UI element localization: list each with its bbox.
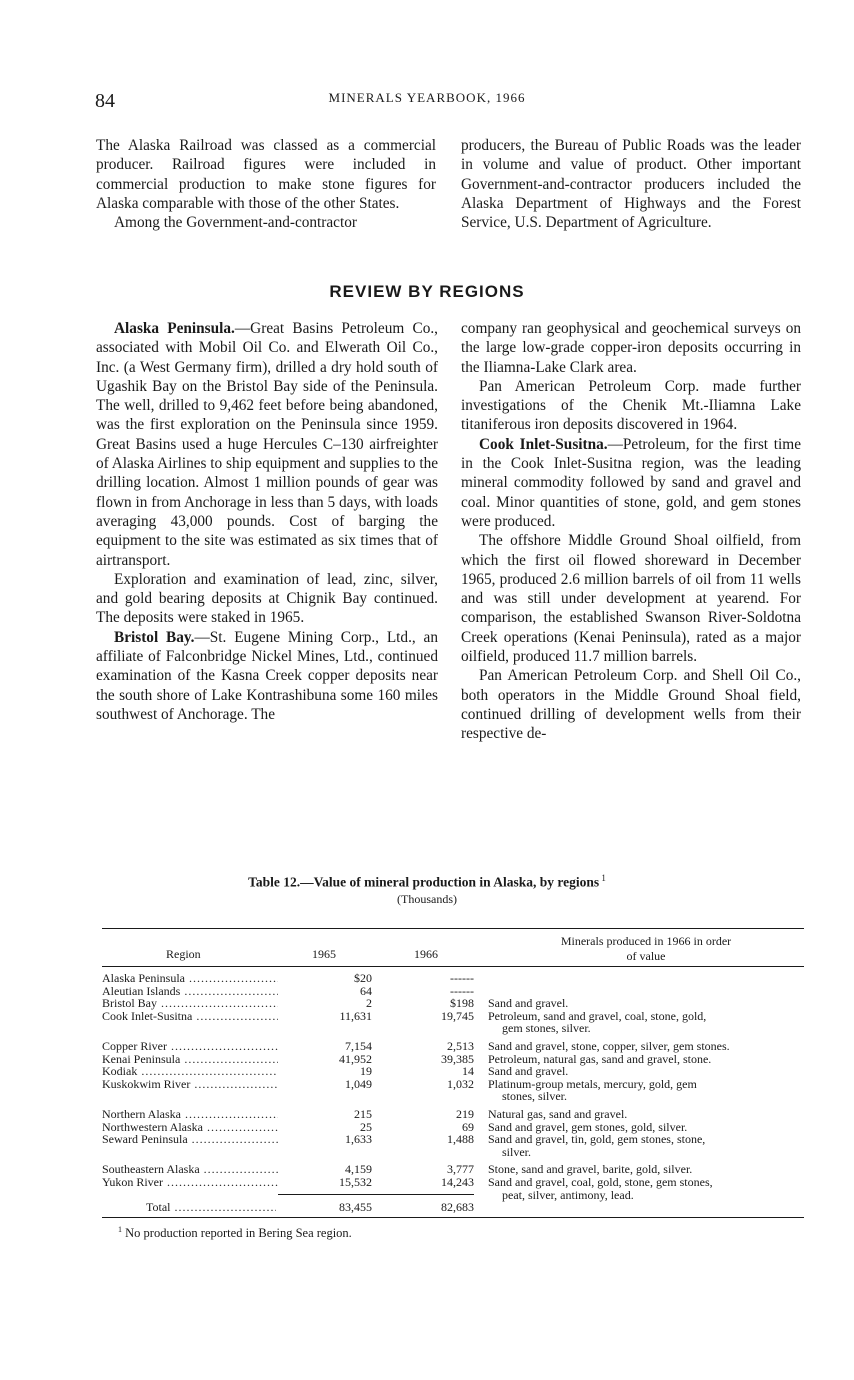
region-cell: Kenai Peninsula ..... — [102, 1053, 278, 1066]
cook-inlet-text: —Petroleum, for the first time in the Cook Inlet-Susitna region, was the leading mineral commodity followed by sand and gravel and coal. Minor quantities of stone, gold, and gem stones were produced. — [461, 435, 801, 530]
region-cell: Yukon River ..... — [102, 1176, 278, 1189]
region-cell: Copper River ..... — [102, 1040, 278, 1053]
region-cell: Seward Peninsula ..... — [102, 1133, 278, 1146]
bristol-bay-text: —St. Eugene Mining Corp., Ltd., an affiliate of Falconbridge Nickel Mines, Ltd., continued examination of the Kasna Creek copper deposits near the south shore of Lake Kontrashibuna some 160 miles southwest of Anchorage. The — [96, 628, 438, 723]
table-subtitle: (Thousands) — [397, 892, 457, 906]
value-1966-cell: 14,243 — [441, 1174, 474, 1189]
minerals-text: Sand and gravel, tin, gold, gem stones, stone, — [488, 1132, 706, 1147]
cook-inlet-heading: Cook Inlet-Susitna. — [479, 435, 608, 453]
minerals-text: Sand and gravel. — [488, 1064, 569, 1079]
header-minerals — [488, 934, 804, 964]
footnote-text: No production reported in Bering Sea region. — [125, 1226, 352, 1241]
value-1966-cell: 3,777 — [447, 1162, 474, 1177]
minerals-text: Petroleum, natural gas, sand and gravel, stone. — [488, 1051, 712, 1066]
minerals-continuation: stones, silver. — [502, 1089, 567, 1104]
pan-american-paragraph: Pan American Petroleum Corp. made further investigations of the Chenik Mt.-Iliamna Lake titaniferous iron deposits discovered in 1964. — [461, 377, 801, 434]
value-1965-cell: 15,532 — [339, 1174, 372, 1189]
region-cell: Northwestern Alaska ..... — [102, 1121, 278, 1134]
value-1966-cell: 19,745 — [441, 1008, 474, 1023]
bristol-bay-heading: Bristol Bay. — [114, 628, 195, 646]
value-1965-cell: 41,952 — [339, 1051, 372, 1066]
minerals-text: Stone, sand and gravel, barite, gold, silver. — [488, 1162, 693, 1177]
total-rule — [278, 1194, 474, 1195]
minerals-continuation: peat, silver, antimony, lead. — [502, 1187, 634, 1202]
minerals-text: Platinum-group metals, mercury, gold, gem — [488, 1076, 697, 1091]
intro-paragraph-3: producers, the Bureau of Public Roads was the leader in volume and value of product. Other important Government-and-contractor producers included the Alaska Department of Highways and the Forest Service, U.S. Department of Agriculture. — [461, 137, 801, 232]
bristol-bay-paragraph — [96, 628, 438, 724]
value-1966-cell: 2,513 — [447, 1038, 474, 1053]
table-body — [102, 972, 804, 1201]
alaska-peninsula-text: —Great Basins Petroleum Co., associated with Mobil Oil Co. and Elwerath Oil Co., Inc. (a West Germany firm), drilled a dry hold south of Ugashik Bay on the Bristol Bay side of the Peninsula. The well, drilled to 9,462 feet before being abandoned, was the first exploration on the Peninsula since 1959. Great Basins used a huge Hercules C–130 airfreighter of Alaska Airlines to ship equipment and supplies to the drilling location. Almost 1 million pounds of gear was flown in from Anchorage in less than 5 days, with loads averaging 43,000 pounds. Cost of barging the equipment to the site was estimated as six times that of airtransport. — [96, 320, 439, 569]
review-column-right — [461, 319, 801, 744]
value-1965-cell: 215 — [354, 1106, 372, 1121]
value-1966-cell: $198 — [450, 996, 474, 1011]
value-1966-cell: 69 — [462, 1119, 474, 1134]
table-row — [102, 972, 804, 985]
table-header-rule — [102, 966, 804, 967]
region-cell: Northern Alaska ..... — [102, 1108, 278, 1121]
table-row — [102, 1010, 804, 1035]
value-1966-cell: 1,032 — [447, 1076, 474, 1091]
value-1965-cell: 1,049 — [345, 1076, 372, 1091]
region-cell: Bristol Bay ..... — [102, 997, 278, 1010]
footnote-mark: 1 — [118, 1225, 122, 1234]
table-title-text: Table 12.—Value of mineral production in Alaska, by regions — [248, 874, 600, 890]
alaska-peninsula-paragraph — [96, 319, 438, 570]
intro-column-right — [461, 136, 801, 232]
minerals-text: Sand and gravel, stone, copper, silver, gem stones. — [488, 1038, 730, 1053]
value-1965-cell: 1,633 — [345, 1132, 372, 1147]
table-row — [102, 1078, 804, 1103]
table-title — [0, 873, 854, 891]
minerals-text: Sand and gravel, gem stones, gold, silver. — [488, 1119, 688, 1134]
minerals-continuation: gem stones, silver. — [502, 1021, 591, 1036]
section-heading: REVIEW BY REGIONS — [329, 282, 525, 301]
header-1965: 1965 — [312, 947, 336, 961]
region-cell: Aleutian Islands ..... — [102, 985, 278, 998]
middle-ground-paragraph: The offshore Middle Ground Shoal oilfield, from which the first oil flowed shoreward in December 1965, produced 2.6 million barrels of oil from 11 wells and was still under development at yearend. For comparison, the established Swanson River-Soldotna Creek operations (Kenai Peninsula), rated as a major oilfield, produced 11.7 million barrels. — [461, 532, 801, 666]
alaska-peninsula-heading: Alaska Peninsula. — [114, 320, 235, 337]
minerals-continuation: silver. — [502, 1144, 531, 1159]
value-1966-cell: 1,488 — [447, 1132, 474, 1147]
value-1965-cell: 11,631 — [339, 1008, 372, 1023]
total-1965: 83,455 — [339, 1200, 372, 1214]
minerals-cell — [488, 1010, 804, 1035]
minerals-cell — [488, 1078, 804, 1103]
total-1966: 82,683 — [441, 1200, 474, 1214]
total-label: Total ..... — [146, 1200, 276, 1215]
minerals-text: Petroleum, sand and gravel, coal, stone, gold, — [488, 1008, 707, 1023]
region-cell: Kuskokwim River ..... — [102, 1078, 278, 1091]
minerals-cell — [488, 1133, 804, 1158]
table-row — [102, 1053, 804, 1066]
intro-column-left — [96, 136, 436, 232]
value-1966-cell: 219 — [456, 1106, 474, 1121]
table-row — [102, 1108, 804, 1121]
table-top-rule — [102, 928, 804, 929]
value-1965-cell: 25 — [360, 1119, 372, 1134]
value-1965-cell: 7,154 — [345, 1038, 372, 1053]
region-cell: Kodiak ..... — [102, 1065, 278, 1078]
page-number: 84 — [95, 90, 115, 112]
value-1966-cell: ------ — [450, 971, 474, 985]
region-cell: Alaska Peninsula ..... — [102, 972, 278, 985]
exploration-paragraph: Exploration and examination of lead, zinc, silver, and gold bearing deposits at Chignik Bay continued. The deposits were staked in 1965. — [96, 570, 438, 627]
review-column-left — [96, 319, 438, 724]
region-cell: Southeastern Alaska ..... — [102, 1163, 278, 1176]
intro-paragraph-2: Among the Government-and-contractor — [114, 214, 357, 232]
value-1965-cell: 4,159 — [345, 1162, 372, 1177]
table-row — [102, 1133, 804, 1158]
value-1966-cell: ------ — [450, 983, 474, 998]
cook-inlet-paragraph — [461, 435, 801, 531]
minerals-text: Sand and gravel. — [488, 996, 569, 1011]
header-region: Region — [166, 947, 201, 961]
value-1965-cell: 64 — [360, 983, 372, 998]
value-1966-cell: 14 — [462, 1064, 474, 1079]
value-1965-cell: $20 — [354, 971, 372, 985]
table-footnote — [118, 1225, 352, 1241]
minerals-text: Natural gas, sand and gravel. — [488, 1106, 628, 1121]
minerals-cell — [488, 1176, 804, 1201]
table-row — [102, 1176, 804, 1201]
value-1965-cell: 19 — [360, 1064, 372, 1079]
table-row — [102, 1065, 804, 1078]
shell-oil-paragraph: Pan American Petroleum Corp. and Shell Oil Co., both operators in the Middle Ground Shoal field, continued drilling of development wells from their respective de- — [461, 667, 801, 743]
running-head: MINERALS YEARBOOK, 1966 — [328, 90, 526, 105]
intro-paragraph-1: The Alaska Railroad was classed as a commercial producer. Railroad figures were included in commercial production to make stone figures for Alaska comparable with those of the other States. — [96, 137, 436, 212]
table-bottom-rule — [102, 1217, 804, 1218]
minerals-text: Sand and gravel, coal, gold, stone, gem stones, — [488, 1174, 713, 1189]
value-1966-cell: 39,385 — [441, 1051, 474, 1066]
table-title-footnote-mark: 1 — [601, 873, 606, 883]
geophysical-paragraph: company ran geophysical and geochemical surveys on the large low-grade copper-iron deposits occurring in the Iliamna-Lake Clark area. — [461, 320, 801, 376]
header-1966: 1966 — [414, 947, 438, 961]
region-cell: Cook Inlet-Susitna ..... — [102, 1010, 278, 1023]
header-minerals-line2: of value — [626, 949, 666, 963]
header-minerals-line1: Minerals produced in 1966 in order — [560, 934, 732, 948]
minerals-cell — [488, 972, 804, 985]
value-1965-cell: 2 — [366, 996, 372, 1011]
